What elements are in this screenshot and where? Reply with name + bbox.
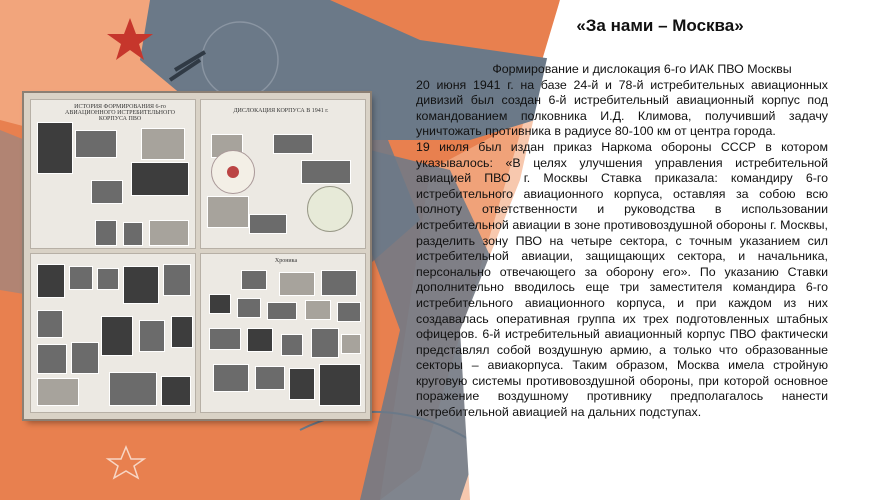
exhibit-panel-history	[30, 99, 196, 249]
exhibit-panel-history-title: ИСТОРИЯ ФОРМИРОВАНИЯ 6-го АВИАЦИОННОГО ИСТРЕБИТЕЛЬНОГО КОРПУСА ПВО	[64, 104, 175, 122]
slide-title: «За нами – Москва»	[576, 16, 744, 35]
exhibit-photo	[24, 93, 370, 419]
exhibit-panel-chronicle	[200, 253, 366, 413]
exhibit-panel-dislocation	[200, 99, 366, 249]
exhibit-panel-chronicle-title: Хроника	[274, 258, 298, 264]
body-text	[416, 62, 828, 421]
paragraph-1: 20 июня 1941 г. на базе 24-й и 78-й истребительных авиационных дивизий был создан 6-й истребительный авиационный корпус под командованием полковника И.Д. Климова, получивший задачу уничтожать противника в радиусе 80-100 км от центра города.	[416, 77, 828, 139]
exhibit-panel-dislocation-title: ДИСЛОКАЦИЯ КОРПУСА В 1941 г.	[233, 108, 329, 114]
exhibit-panel-portraits	[30, 253, 196, 413]
text-heading: Формирование и дислокация 6-го ИАК ПВО Москвы	[492, 62, 792, 76]
paragraph-2: 19 июля был издан приказ Наркома обороны СССР в котором указывалось: «В целях улучшения управления истребительной авиацией ПВО г. Москвы Ставка приказала: командиру 6-го истребительного авиационного корпуса, оставляя за собою всю полноту ответственности и руководства в использовании истребительной авиации в зоне противовоздушной обороны г. Москвы, разделить зону ПВО на четыре сектора, с точным указанием сил истребительной авиации, защищающих сектора, и начальника, персонально отвечающего за оборону его». По указанию Ставки дополнительно вводилось еще три заместителя командира 6-го истребительного авиационного корпуса, и при каждом из них создавалась оперативная группа их трех подготовленных штабных офицеров. 6-й истребительный авиационный корпус ПВО фактически представлял собой воздушную армию, а только что образованные секторы – авиакорпуса. Таким образом, Москва имела стройную круговую системы противовоздушной обороны, при которой основное поражение воздушному противнику предполагалось нанести истребительной авиацией на дальних подступах.	[416, 139, 828, 420]
